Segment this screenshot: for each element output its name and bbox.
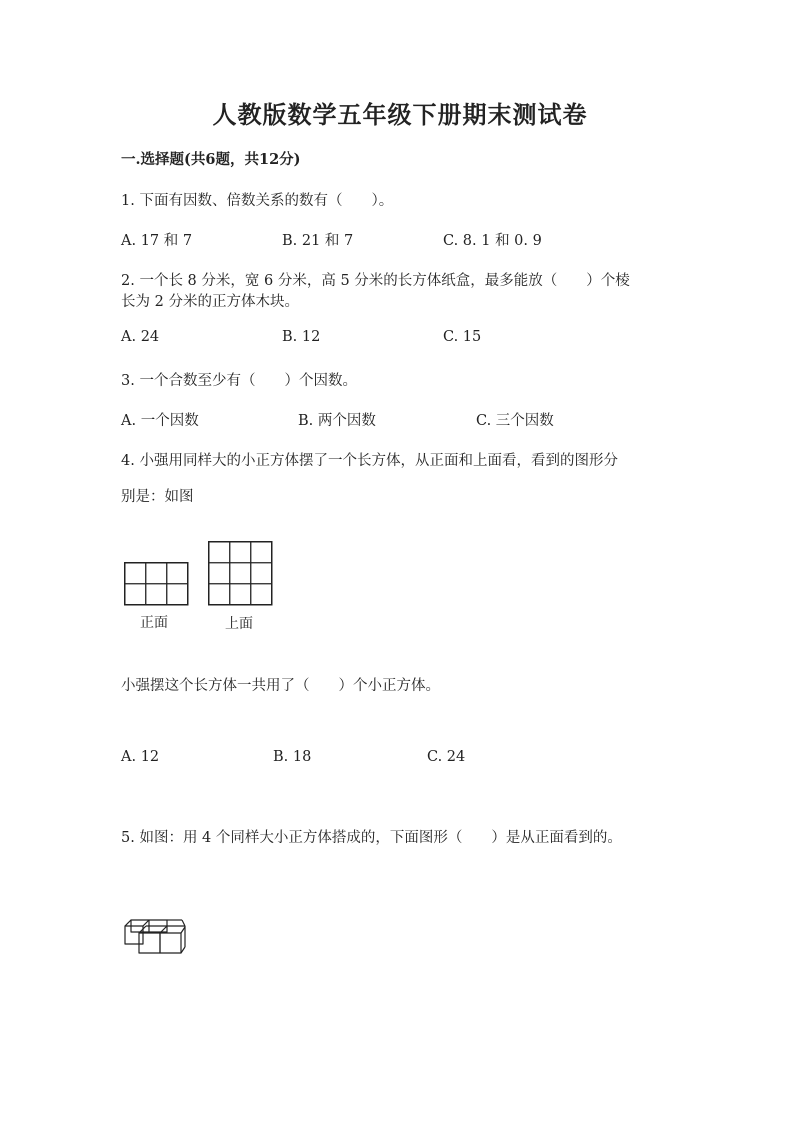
front-view-grid-figure (124, 562, 190, 606)
question-3-option-c: C. 三个因数 (476, 413, 554, 429)
question-4-option-b: B. 18 (273, 749, 312, 765)
question-4-text-after: 小强摆这个长方体一共用了（ ）个小正方体。 (121, 678, 440, 694)
question-1-option-a: A. 17 和 7 (121, 233, 193, 249)
section-heading: 一.选择题(共6题，共12分) (121, 151, 301, 168)
top-view-grid-figure (208, 541, 274, 607)
question-2-option-c: C. 15 (443, 329, 482, 345)
question-4-option-a: A. 12 (121, 749, 160, 765)
question-1-option-b: B. 21 和 7 (282, 233, 354, 249)
question-4-text-line1: 4. 小强用同样大的小正方体摆了一个长方体，从正面和上面看，看到的图形分 (121, 453, 618, 469)
question-2-text-line1: 2. 一个长 8 分米，宽 6 分米，高 5 分米的长方体纸盒，最多能放（ ）个棱 (121, 273, 630, 289)
question-4-text-line2: 别是：如图 (121, 489, 194, 505)
question-2-option-a: A. 24 (121, 329, 160, 345)
question-1-option-c: C. 8. 1 和 0. 9 (443, 233, 542, 249)
question-1-text: 1. 下面有因数、倍数关系的数有（ ）。 (121, 193, 394, 209)
front-view-label: 正面 (140, 615, 168, 631)
top-view-label: 上面 (225, 616, 253, 632)
page-title: 人教版数学五年级下册期末测试卷 (212, 100, 588, 129)
question-3-text: 3. 一个合数至少有（ ）个因数。 (121, 373, 357, 389)
question-5-text: 5. 如图：用 4 个同样大小正方体搭成的，下面图形（ ）是从正面看到的。 (121, 830, 622, 846)
question-3-option-b: B. 两个因数 (298, 413, 376, 429)
question-3-option-a: A. 一个因数 (121, 413, 199, 429)
question-4-option-c: C. 24 (427, 749, 466, 765)
cube-arrangement-figure (122, 919, 186, 955)
question-2-text-line2: 长为 2 分米的正方体木块。 (121, 294, 299, 310)
question-2-option-b: B. 12 (282, 329, 321, 345)
